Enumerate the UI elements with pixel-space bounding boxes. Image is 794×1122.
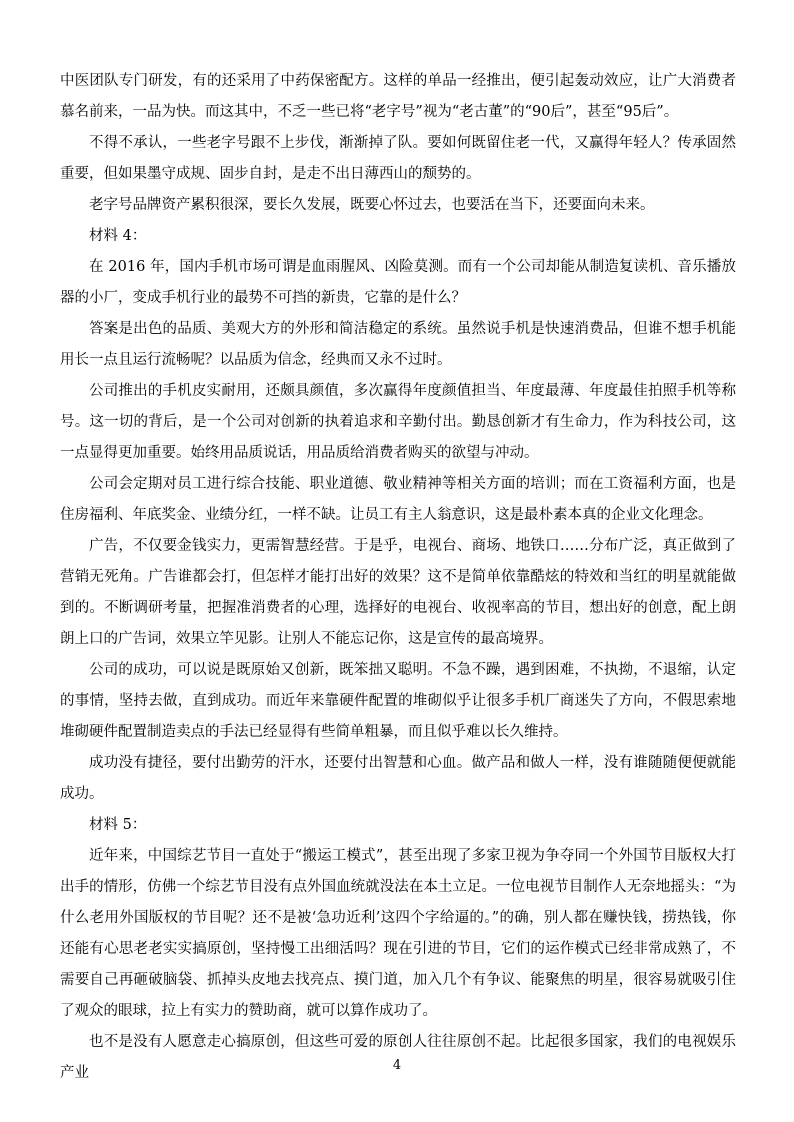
paragraph: 公司的成功，可以说是既原始又创新，既笨拙又聪明。不急不躁，遇到困难，不执拗，不退缩，认定的事情，坚持去做，直到成功。而近年来靠硬件配置的堆砌似乎让很多手机厂商迷失了方向，不假思索地堆砌硬件配置制造卖点的手法已经显得有些简单粗暴，而且似乎难以长久维持。 (60, 662, 736, 740)
paragraph: 中医团队专门研发，有的还采用了中药保密配方。这样的单品一经推出，便引起轰动效应，让广大消费者慕名前来，一品为快。而这其中，不乏一些已将“老字号”视为“老古董”的“90后”，甚至“95后”。 (60, 73, 736, 120)
section-heading-material-5: 材料 5： (89, 817, 147, 833)
paragraph: 公司推出的手机皮实耐用，还颇具颜值，多次赢得年度颜值担当、年度最薄、年度最佳拍照手机等称号。这一切的背后，是一个公司对创新的执着追求和辛勤付出。勤恳创新才有生命力，作为科技公司，这一点显得更加重要。始终用品质说话，用品质给消费者购买的欲望与冲动。 (60, 383, 736, 461)
page-number: 4 (392, 1058, 402, 1073)
paragraph: 也不是没有人愿意走心搞原创，但这些可爱的原创人往往原创不起。比起很多国家，我们的电视娱乐产业 (60, 1034, 736, 1081)
paragraph: 在 2016 年，国内手机市场可谓是血雨腥风、凶险莫测。而有一个公司却能从制造复读机、音乐播放器的小厂，变成手机行业的最势不可挡的新贵，它靠的是什么？ (60, 259, 736, 306)
body-text (60, 66, 736, 1089)
paragraph: 近年来，中国综艺节目一直处于“搬运工模式”，甚至出现了多家卫视为争夺同一个外国节目版权大打出手的情形，仿佛一个综艺节目没有点外国血统就没法在本土立足。一位电视节目制作人无奈地摇头：“为什么老用外国版权的节目呢？还不是被‘急功近利’这四个字给逼的。”的确，别人都在赚快钱，捞热钱，你还能有心思老老实实搞原创，坚持慢工出细活吗？现在引进的节目，它们的运作模式已经非常成熟了，不需要自己再砸破脑袋、抓掉头皮地去找亮点、摸门道，加入几个有争议、能聚焦的明星，很容易就吸引住了观众的眼球，拉上有实力的赞助商，就可以算作成功了。 (60, 848, 736, 1019)
paragraph: 广告，不仅要金钱实力，更需智慧经营。于是乎，电视台、商场、地铁口……分布广泛，真正做到了营销无死角。广告谁都会打，但怎样才能打出好的效果？这不是简单依靠酷炫的特效和当红的明星就能做到的。不断调研考量，把握准消费者的心理，选择好的电视台、收视率高的节目，想出好的创意，配上朗朗上口的广告词，效果立竿见影。让别人不能忘记你，这是宣传的最高境界。 (60, 538, 736, 647)
paragraph: 老字号品牌资产累积很深，要长久发展，既要心怀过去，也要活在当下，还要面向未来。 (89, 197, 655, 213)
paragraph: 不得不承认，一些老字号跟不上步伐，渐渐掉了队。要如何既留住老一代，又赢得年轻人？传承固然重要，但如果墨守成规、固步自封，是走不出日薄西山的颓势的。 (60, 135, 736, 182)
section-heading-material-4: 材料 4： (89, 228, 147, 244)
paragraph: 公司会定期对员工进行综合技能、职业道德、敬业精神等相关方面的培训；而在工资福利方面，也是住房福利、年底奖金、业绩分红，一样不缺。让员工有主人翁意识，这是最朴素本真的企业文化理念。 (60, 476, 736, 523)
paragraph: 成功没有捷径，要付出勤劳的汗水，还要付出智慧和心血。做产品和做人一样，没有谁随随便便就能成功。 (60, 755, 736, 802)
paragraph: 答案是出色的品质、美观大方的外形和简洁稳定的系统。虽然说手机是快速消费品，但谁不想手机能用长一点且运行流畅呢？以品质为信念，经典而又永不过时。 (60, 321, 736, 368)
